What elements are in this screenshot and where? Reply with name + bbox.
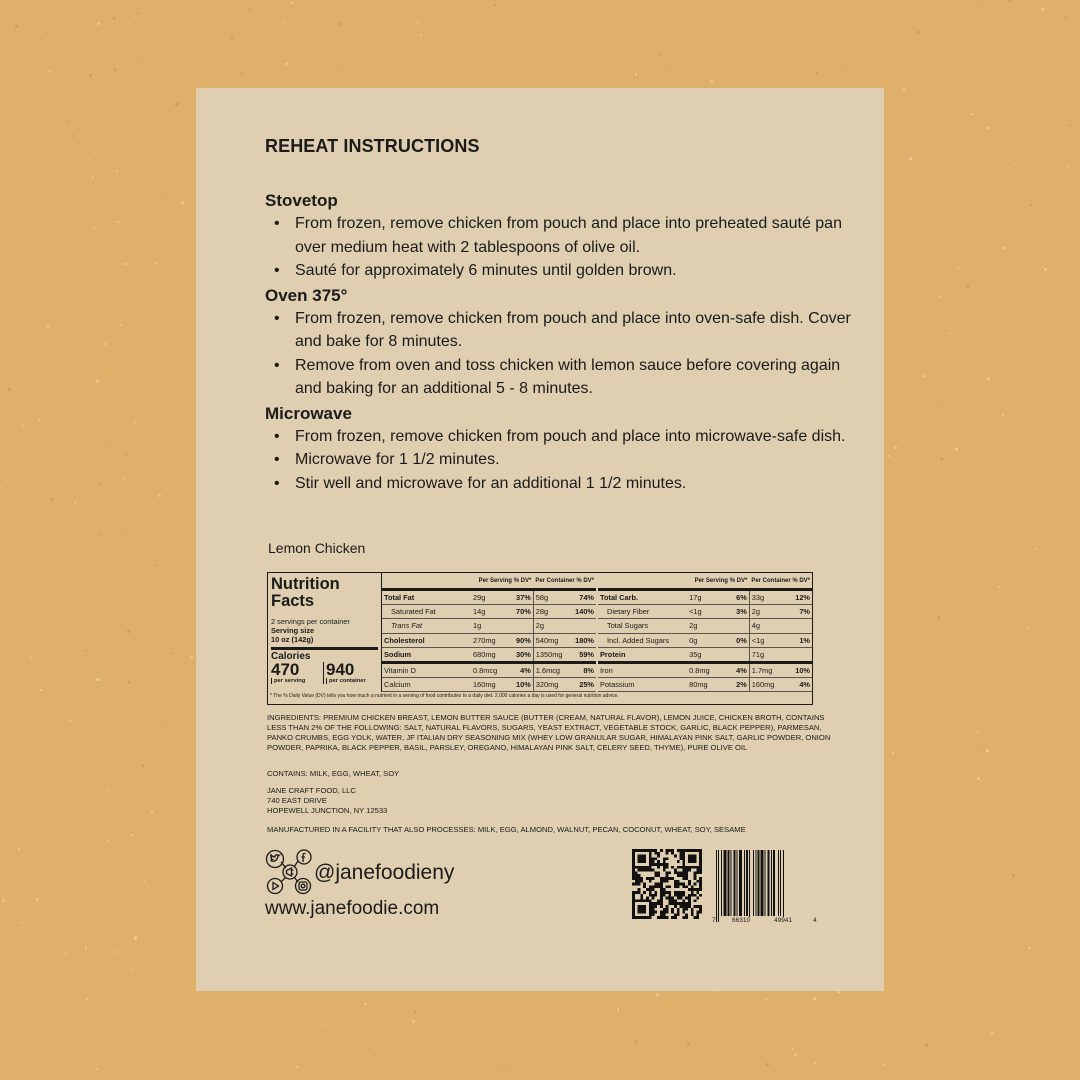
nutrition-facts-panel [267, 572, 813, 705]
calories-per-serving: 470 [271, 660, 300, 679]
dv-footnote: * The % Daily Value (DV) tells you how much a nutrient in a serving of food contributes to a daily diet. 2,000 calories a day is used for general nutrition advice. [270, 693, 619, 699]
nutrient-table-right: Per Serving % DV* Per Container % DV* Total Carb. 17g 6% 33g 12% Dietary Fiber <1g 3% 2g 7% Total Sugars 2g 4g Incl. Added Sugars 0g 0% <1g 1% Protein 35g 71g Iron 0.8mg 4% 1.7mg 10% Potassium 80mg 2% 160mg 4% [598, 574, 812, 692]
page-title: REHEAT INSTRUCTIONS [265, 136, 480, 156]
stovetop-steps [265, 212, 855, 283]
website-link[interactable]: www.janefoodie.com [265, 898, 440, 919]
list-item: • Remove from oven and toss chicken with lemon sauce before covering again and baking for an additional 5 - 8 minutes. [274, 356, 841, 397]
nutrition-summary [268, 573, 382, 692]
qr-code[interactable] [632, 849, 702, 919]
calories-block: Calories 470 per serving 940 per container [271, 647, 378, 684]
table-row: Protein 35g 71g [598, 647, 812, 662]
section-heading-stovetop: Stovetop [265, 191, 338, 210]
servings-per-container: 2 servings per container [271, 617, 350, 626]
label-card [196, 88, 884, 991]
product-name: Lemon Chicken [268, 540, 366, 556]
serving-size-label: Serving size [271, 626, 315, 635]
facility-statement: MANUFACTURED IN A FACILITY THAT ALSO PROCESSES: MILK, EGG, ALMOND, WALNUT, PECAN, COCONUT, WHEAT, SOY, SESAME [267, 825, 746, 834]
calories-per-container: 940 [326, 660, 355, 679]
table-row: Calcium 160mg 10% 320mg 25% [382, 678, 596, 692]
table-row: Saturated Fat 14g 70% 28g 140% [382, 605, 596, 619]
oven-steps [265, 307, 855, 401]
serving-size: 10 oz (142g) [271, 635, 314, 644]
table-row: Vitamin D 0.8mcg 4% 1.6mcg 8% [382, 662, 596, 677]
section-heading-microwave: Microwave [265, 403, 352, 423]
reheat-instructions [265, 189, 855, 496]
table-row: Cholesterol 270mg 90% 540mg 180% [382, 633, 596, 647]
table-row: Incl. Added Sugars 0g 0% <1g 1% [598, 633, 812, 647]
allergen-statement: CONTAINS: MILK, EGG, WHEAT, SOY [267, 769, 400, 778]
table-row: Total Carb. 17g 6% 33g 12% [598, 590, 812, 605]
youtube-icon [268, 879, 283, 894]
social-handle: @janefoodieny [314, 861, 455, 884]
list-item: • From frozen, remove chicken from pouch and place into microwave-safe dish. [274, 427, 846, 445]
list-item: • Microwave for 1 1/2 minutes. [274, 451, 500, 468]
twitter-icon [267, 851, 284, 868]
facebook-icon [297, 850, 311, 864]
table-row: Dietary Fiber <1g 3% 2g 7% [598, 605, 812, 619]
list-item: • From frozen, remove chicken from pouch and place into oven-safe dish. Cover and bake for 8 minutes. [274, 309, 851, 350]
list-item: • From frozen, remove chicken from pouch and place into preheated sauté pan over medium heat with 2 tablespoons of olive oil. [274, 215, 842, 256]
nutrition-heading: Nutrition Facts [271, 575, 340, 610]
section-heading-oven: Oven 375° [265, 285, 348, 305]
table-row: Trans Fat 1g 2g [382, 619, 596, 633]
table-row: Sodium 680mg 30% 1350mg 59% [382, 647, 596, 662]
calories-label: Calories [271, 651, 311, 662]
ingredients: INGREDIENTS: PREMIUM CHICKEN BREAST, LEMON BUTTER SAUCE (BUTTER (CREAM, NATURAL FLAVOR), LEMON JUICE, CHICKEN BROTH, CONTAINS LESS THAN 2% OF THE FOLLOWING: SALT, NATURAL FLAVORS, SUGARS, YEAST EXTRACT, VEGETABLE STOCK, GARLIC, BLACK PEPPER), PARMESAN, PANKO CRUMBS, EGG YOLK, WATER, JF ITALIAN DRY SEASONING MIX (WHEY LOW GRANULAR SUGAR, HIMALAYAN PINK SALT, GARLIC POWDER, ONION POWDER, PAPRIKA, BLACK PEPPER, BASIL, PARSLEY, OREGANO, HIMALAYAN PINK SALT, CELERY SEED, THYME), PURE OLIVE OIL [267, 713, 831, 752]
social-icons [264, 848, 316, 896]
list-item: • Stir well and microwave for an additional 1 1/2 minutes. [274, 474, 687, 492]
barcode: 7 66310 49941 4 [716, 850, 812, 926]
nutrient-table-left: Per Serving % DV* Per Container % DV* Total Fat 29g 37% 58g 74% Saturated Fat 14g 70% 28g 140% Trans Fat 1g 2g Cholesterol 270mg 90% 540mg 180% Sodium 680mg 30% 1350mg 59% Vitamin D 0.8mcg 4% 1.6mcg 8% Calcium 160mg 10% 320mg 25% [382, 574, 596, 692]
table-row: Iron 0.8mg 4% 1.7mg 10% [598, 662, 812, 677]
table-row: Total Sugars 2g 4g [598, 619, 812, 633]
list-item: • Sauté for approximately 6 minutes until golden brown. [274, 262, 677, 279]
manufacturer-address: JANE CRAFT FOOD, LLC 740 EAST DRIVE HOPEWELL JUNCTION, NY 12533 [267, 786, 388, 815]
table-row: Total Fat 29g 37% 58g 74% [382, 590, 596, 605]
table-row: Potassium 80mg 2% 160mg 4% [598, 678, 812, 692]
microwave-steps [265, 425, 855, 496]
